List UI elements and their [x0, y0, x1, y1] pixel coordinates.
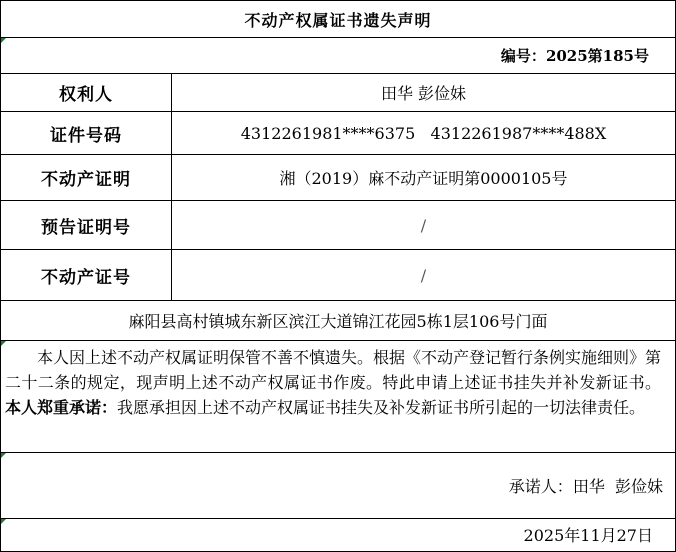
property-address: 麻阳县高村镇城东新区滨江大道锦江花园5栋1层106号门面	[0, 301, 676, 340]
statement-emphasis: 本人郑重承诺：	[5, 398, 118, 417]
number-label: 编号：	[500, 46, 546, 65]
field-row-id-number	[0, 112, 676, 154]
document-number	[0, 37, 676, 73]
declaration-date: 2025年11月27日	[0, 518, 676, 552]
field-value: 湘（2019）麻不动产证明第0000105号	[279, 169, 568, 188]
field-label: 预告证明号	[1, 201, 172, 249]
field-value: /	[420, 265, 427, 285]
promiser-line	[0, 452, 676, 518]
field-value: /	[420, 215, 427, 235]
promiser-value: 田华 彭俭妹	[572, 476, 663, 496]
statement-text: 我愿承担因上述不动产权属证书挂失及补发新证书所引起的一切法律责任。	[117, 398, 646, 417]
declaration-statement	[0, 340, 676, 452]
number-value: 2025第185号	[545, 46, 649, 65]
field-value: 田华 彭俭妹	[380, 84, 467, 103]
field-row-certificate	[0, 155, 676, 200]
field-label: 不动产证号	[1, 250, 172, 300]
statement-text: 本人因上述不动产权属证明保管不善不慎遗失。根据《不动产登记暂行条例实施细则》第二十二条的规定，现声明上述不动产权属证书作废。特此申请上述证书挂失并补发新证书。	[5, 348, 662, 392]
field-row-property-cert	[0, 250, 676, 300]
field-row-holder	[0, 74, 676, 111]
document-title: 不动产权属证书遗失声明	[0, 0, 676, 37]
promiser-label: 承诺人：	[508, 476, 573, 496]
field-label: 权利人	[1, 74, 172, 111]
field-row-advance-notice	[0, 201, 676, 249]
field-value: 4312261981****6375 4312261987****488X	[240, 123, 607, 143]
field-label: 证件号码	[1, 112, 172, 154]
field-label: 不动产证明	[1, 155, 172, 200]
